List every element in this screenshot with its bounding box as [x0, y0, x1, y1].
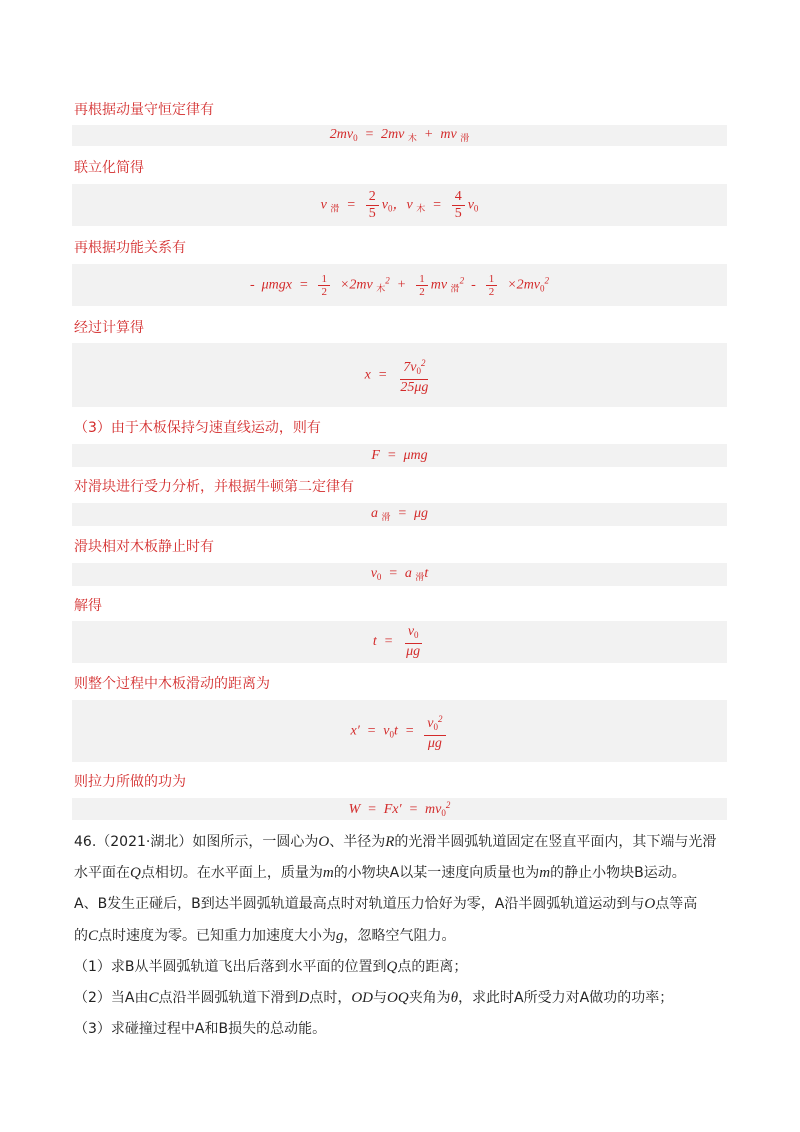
equation-x: x = $\frac{7v_0^2}{25\mu g}$ — [72, 343, 727, 407]
problem-line-4: 的C点时速度为零。已知重力加速度大小为g，忽略空气阻力。 — [74, 928, 456, 944]
text-newton: 对滑块进行受力分析，并根据牛顿第二定律有 — [74, 479, 354, 495]
equation-work-energy: - μmgx = $\frac{1}{2}$ ×2mv $_木^2$ + $\frac{1}{2}$ mv $_滑^2$ - $\frac{1}{2}$ $\times 2mv_0^2$ — [72, 264, 727, 306]
equation-x-prime: $x' = v_0t$ = $\frac{v_0^2}{\mu g}$ — [72, 700, 727, 762]
equation-v0: $v_0 = a$ $_滑$t — [72, 563, 727, 586]
equation-work: $W = Fx' = mv_0^2$ — [72, 798, 727, 820]
equation-acceleration: a $_滑$ = μg — [72, 503, 727, 526]
text-work: 则拉力所做的功为 — [74, 774, 186, 790]
text-momentum-conservation: 再根据动量守恒定律有 — [74, 102, 214, 118]
text-work-energy: 再根据功能关系有 — [74, 240, 186, 256]
text-calculation: 经过计算得 — [74, 320, 144, 336]
question-3: （3）求碰撞过程中A和B损失的总动能。 — [74, 1021, 327, 1037]
problem-line-1: 46.（2021·湖北）如图所示，一圆心为O、半径为R的光滑半圆弧轨道固定在竖直平面内，其下端与光滑 — [74, 834, 717, 850]
question-2: （2）当A由C点沿半圆弧轨道下滑到D点时，OD与OQ夹角为θ，求此时A所受力对A做功的功率； — [74, 990, 674, 1006]
equation-force: F = μmg — [72, 444, 727, 467]
text-simplify: 联立化简得 — [74, 160, 144, 176]
equation-velocities: v $_滑$ = $\frac{2}{5}$ $v_0$，v $_木$ = $\frac{4}{5}$ $v_0$ — [72, 184, 727, 226]
question-1: （1）求B从半圆弧轨道飞出后落到水平面的位置到Q点的距离； — [74, 959, 468, 975]
text-part3: （3）由于木板保持匀速直线运动，则有 — [74, 420, 321, 436]
equation-t: t = $\frac{v_0}{\mu g}$ — [72, 621, 727, 663]
text-distance: 则整个过程中木板滑动的距离为 — [74, 676, 270, 692]
text-solve: 解得 — [74, 598, 102, 614]
text-rest: 滑块相对木板静止时有 — [74, 539, 214, 555]
equation-momentum: $2mv_0 = 2mv$ $_木$ + mv $_滑$ — [72, 125, 727, 146]
problem-line-3: A、B发生正碰后，B到达半圆弧轨道最高点时对轨道压力恰好为零，A沿半圆弧轨道运动到与O点等高 — [74, 896, 698, 912]
problem-line-2: 水平面在Q点相切。在水平面上，质量为m的小物块A以某一速度向质量也为m的静止小物块B运动。 — [74, 865, 686, 881]
